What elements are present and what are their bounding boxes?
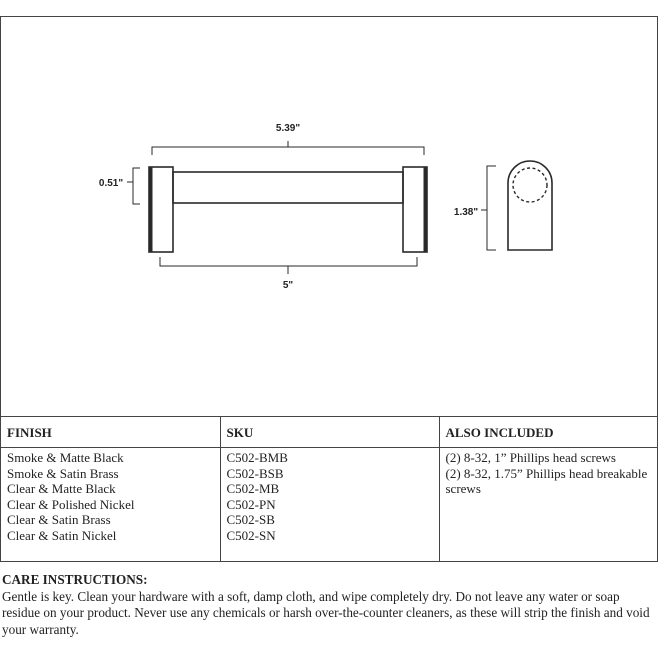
sku-item: C502-BSB — [226, 465, 284, 481]
included-item: (2) 8-32, 1.75” Phillips head breakable screws — [445, 465, 648, 497]
finish-item: Clear & Matte Black — [7, 481, 116, 497]
dim-thickness: 0.51" — [98, 178, 124, 189]
finish-list — [1, 448, 220, 561]
handle-side-view — [508, 161, 552, 250]
finish-item: Clear & Satin Nickel — [7, 527, 117, 543]
finish-item: Clear & Polished Nickel — [7, 496, 135, 512]
sku-list — [220, 448, 439, 561]
header-finish: FINISH — [1, 417, 220, 448]
dim-line-left — [133, 168, 140, 204]
spec-table — [1, 416, 657, 561]
sku-item: C502-SB — [226, 512, 275, 528]
sku-item: C502-MB — [226, 481, 280, 497]
dim-line-side — [487, 166, 496, 250]
care-body: Gentle is key. Clean your hardware with a soft, damp cloth, and wipe completely dry. Do not leave any water or soap residue on your product. Never use any chemicals or harsh over-the-counter cleaners, as these will strip the finish and void your warranty. — [2, 588, 650, 637]
dim-overall-length: 5.39" — [275, 123, 301, 134]
finish-item: Smoke & Matte Black — [7, 450, 124, 465]
finish-item: Clear & Satin Brass — [7, 512, 111, 528]
included-list — [439, 448, 657, 561]
included-item: (2) 8-32, 1” Phillips head screws — [445, 450, 616, 465]
sku-item: C502-PN — [226, 496, 276, 512]
dim-height: 1.38" — [453, 207, 479, 218]
sku-item: C502-BMB — [226, 450, 288, 465]
care-title: CARE INSTRUCTIONS: — [2, 572, 148, 587]
finish-item: Smoke & Satin Brass — [7, 465, 119, 481]
spec-sheet — [0, 16, 658, 562]
header-included: ALSO INCLUDED — [439, 417, 657, 448]
dim-line-bottom — [160, 257, 417, 266]
handle-front-view — [149, 167, 427, 252]
technical-drawing — [1, 17, 657, 417]
dim-center-to-center: 5" — [282, 280, 294, 291]
care-instructions — [2, 572, 656, 638]
dim-line-top — [152, 147, 424, 155]
header-sku: SKU — [220, 417, 439, 448]
sku-item: C502-SN — [226, 527, 276, 543]
